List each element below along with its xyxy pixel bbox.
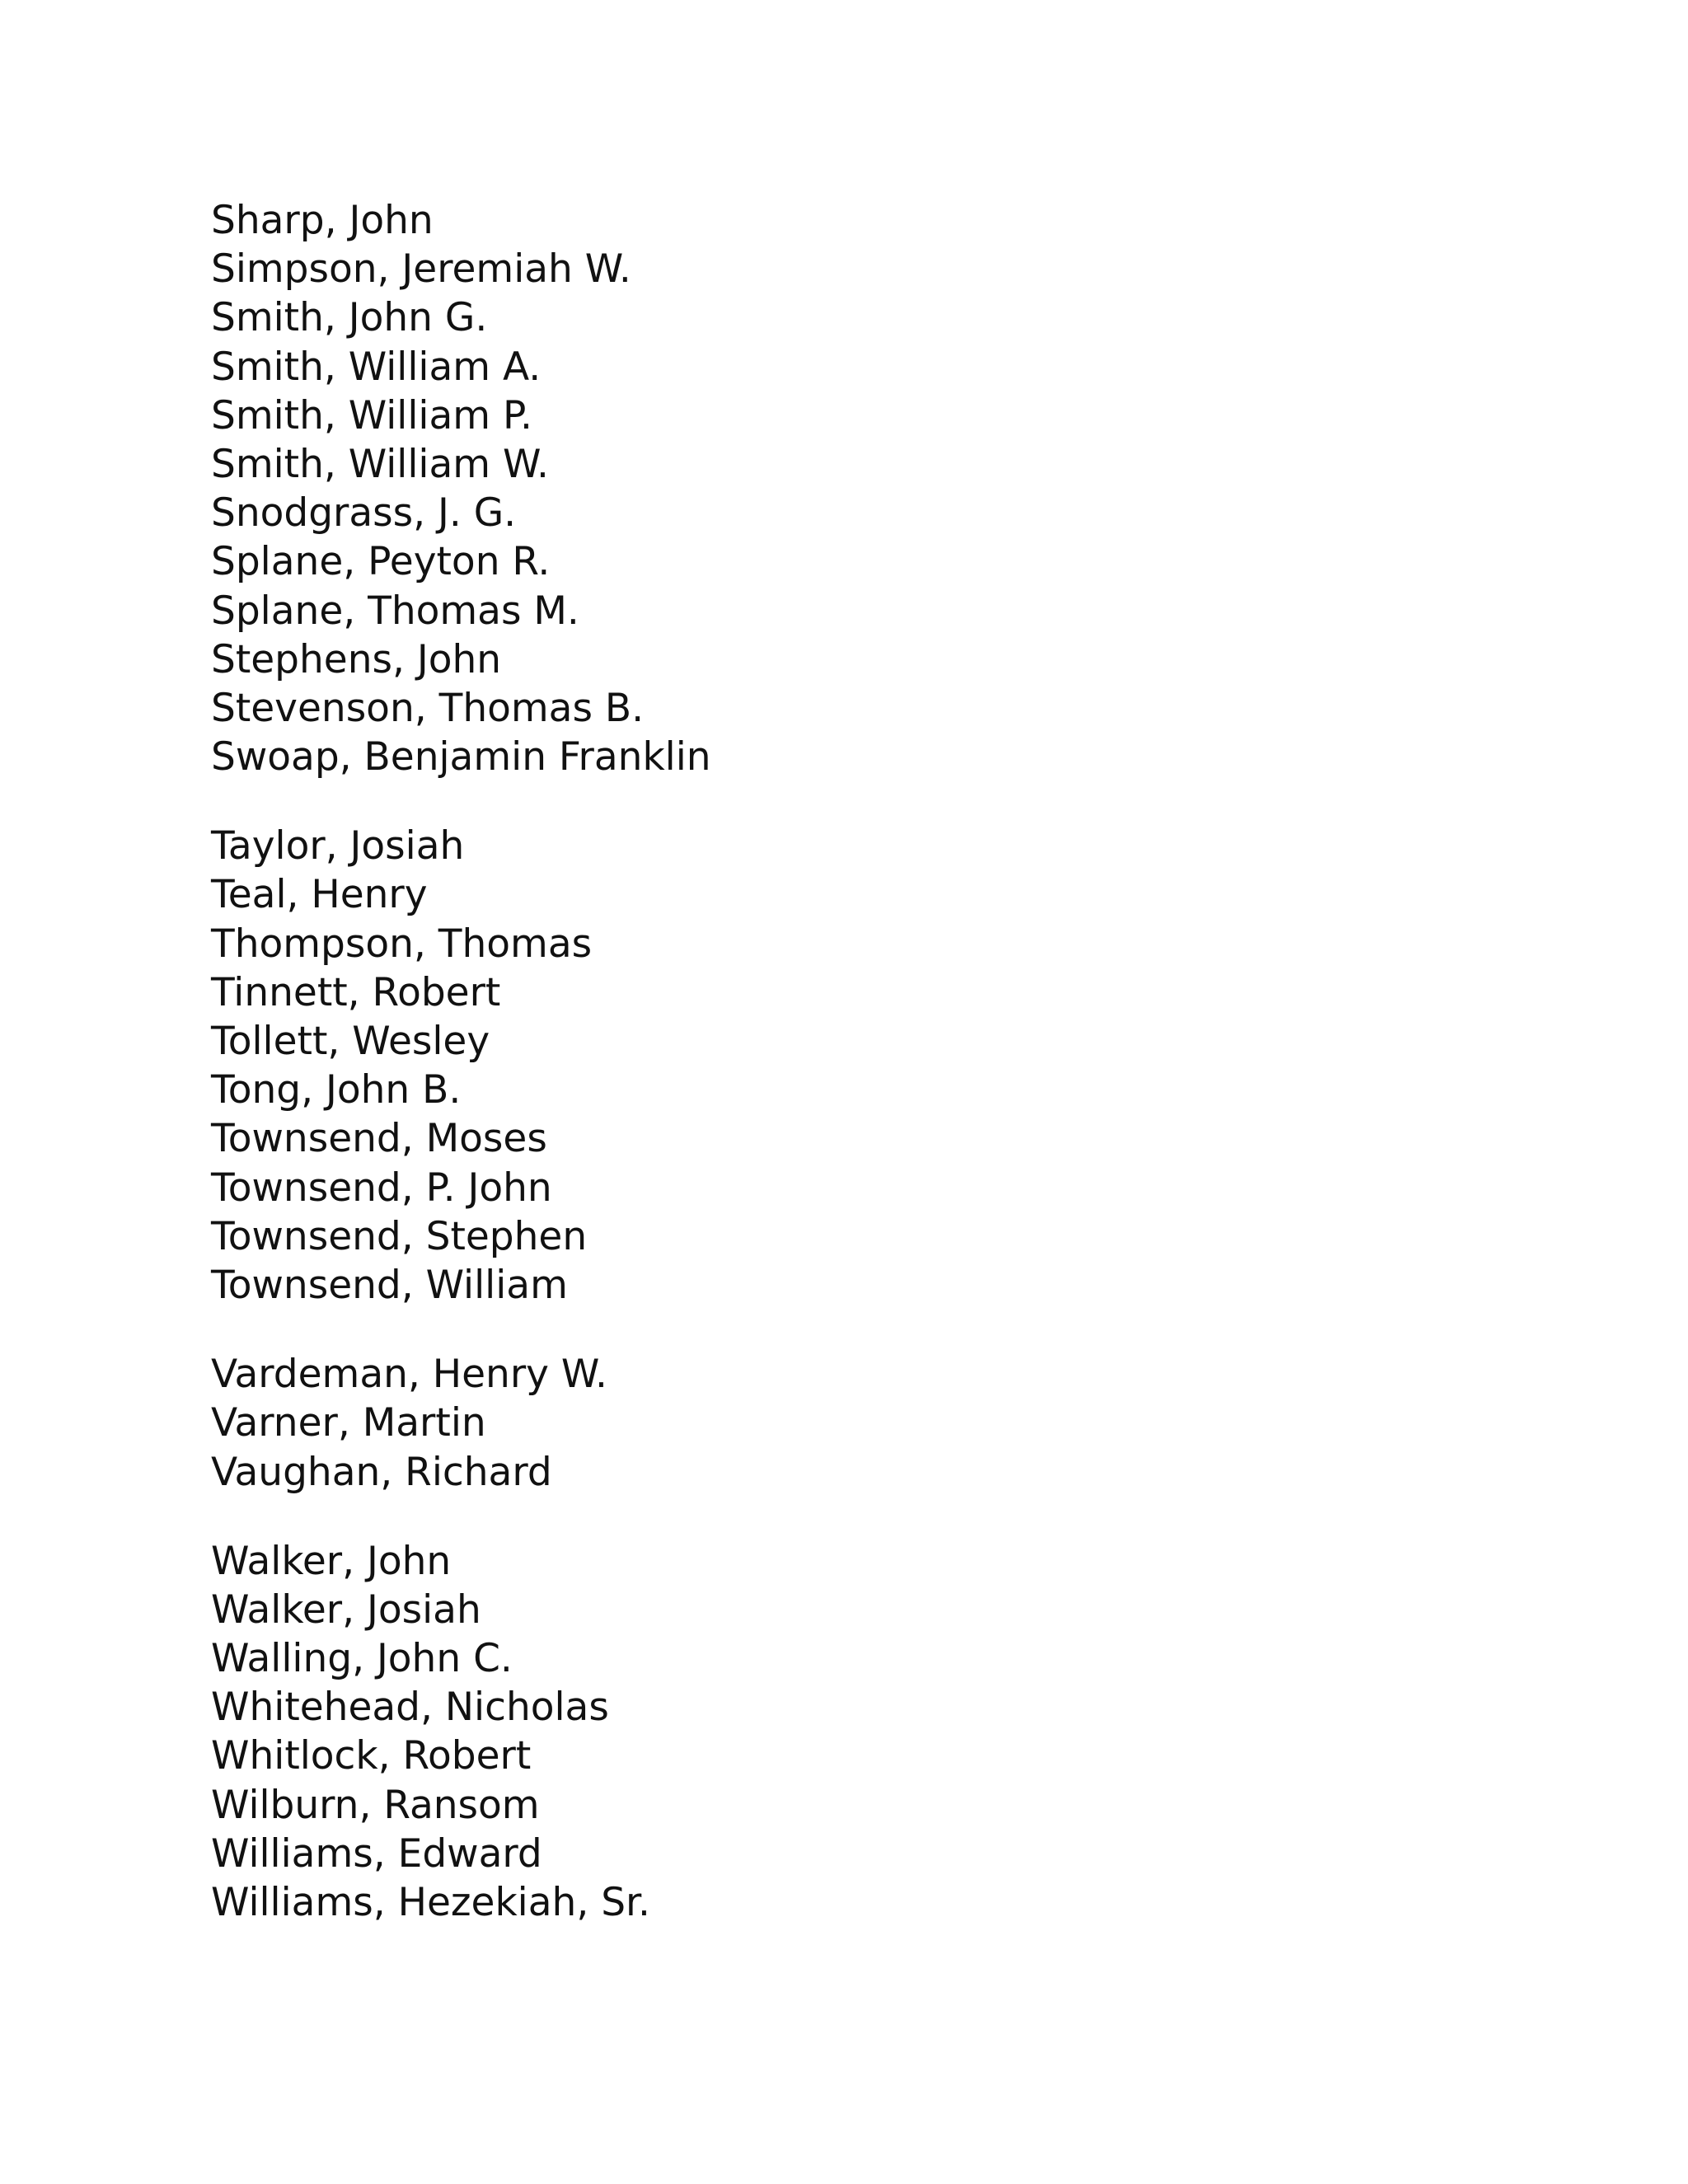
list-item: Smith, John G. <box>211 295 488 341</box>
list-item: Townsend, Stephen <box>211 1213 588 1259</box>
list-item: Stephens, John <box>211 636 502 682</box>
name-group-w <box>211 1537 1447 1928</box>
list-item: Stevenson, Thomas B. <box>211 685 645 731</box>
list-item: Williams, Hezekiah, Sr. <box>211 1880 650 1925</box>
list-item: Swoap, Benjamin Franklin <box>211 734 711 780</box>
list-item: Snodgrass, J. G. <box>211 490 517 537</box>
list-item: Walker, Josiah <box>211 1586 481 1633</box>
list-item: Smith, William W. <box>211 441 549 487</box>
list-item: Simpson, Jeremiah W. <box>211 246 631 293</box>
list-item: Townsend, William <box>211 1262 568 1308</box>
list-item: Williams, Edward <box>211 1830 542 1877</box>
list-item: Townsend, Moses <box>211 1116 547 1162</box>
list-item: Whitlock, Robert <box>211 1733 532 1779</box>
list-item: Vaughan, Richard <box>211 1449 552 1495</box>
list-item: Wilburn, Ransom <box>211 1782 540 1828</box>
list-item: Smith, William P. <box>211 392 532 438</box>
list-item: Varner, Martin <box>211 1400 486 1446</box>
name-group-s <box>211 196 1447 781</box>
name-group-v <box>211 1350 1447 1497</box>
list-item: Walling, John C. <box>211 1636 513 1682</box>
name-group-t <box>211 822 1447 1310</box>
list-item: Smith, William A. <box>211 344 542 390</box>
list-item: Walker, John <box>211 1538 452 1584</box>
list-item: Sharp, John <box>211 198 434 243</box>
list-item: Splane, Thomas M. <box>211 588 579 634</box>
list-item: Thompson, Thomas <box>211 921 593 967</box>
list-item: Splane, Peyton R. <box>211 539 551 585</box>
name-list <box>211 196 1447 1967</box>
list-item: Tollett, Wesley <box>211 1019 490 1064</box>
list-item: Tong, John B. <box>211 1067 462 1113</box>
list-item: Townsend, P. John <box>211 1165 552 1211</box>
list-item: Whitehead, Nicholas <box>211 1685 609 1731</box>
list-item: Taylor, Josiah <box>211 823 465 869</box>
list-item: Teal, Henry <box>211 872 428 918</box>
list-item: Vardeman, Henry W. <box>211 1352 607 1398</box>
list-item: Tinnett, Robert <box>211 969 501 1015</box>
